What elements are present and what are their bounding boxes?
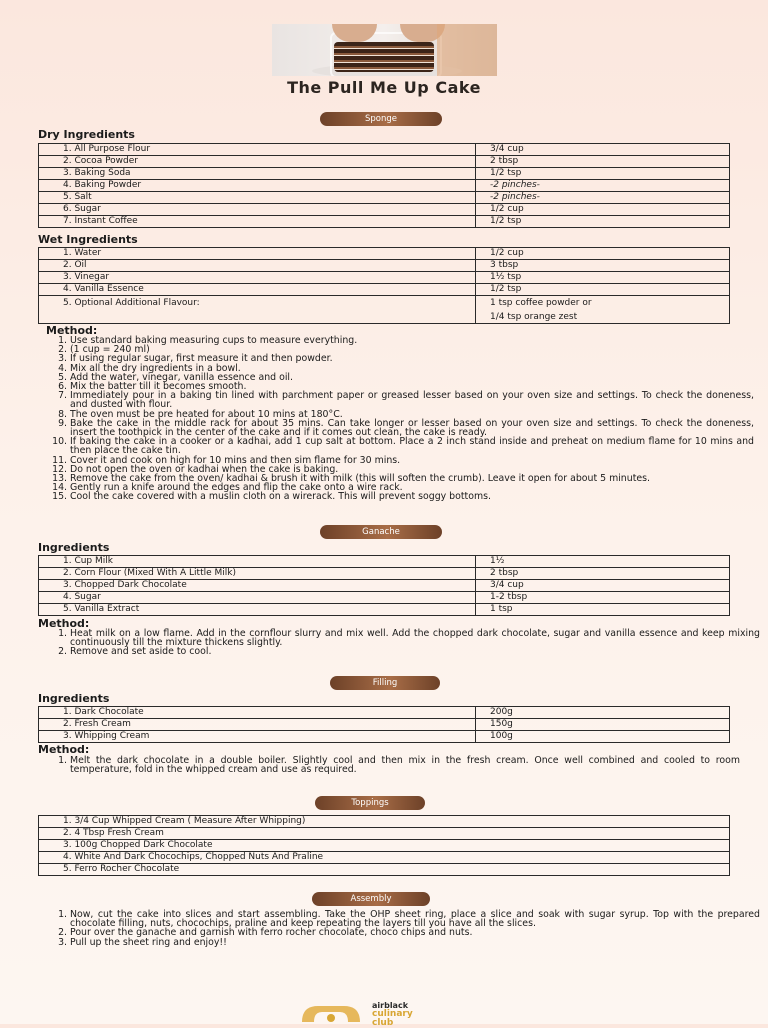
ingredient-name: 2. Oil [39, 260, 476, 272]
section-pill-assembly: Assembly [312, 892, 430, 906]
section-pill-filling: Filling [330, 676, 440, 690]
topping-item: 4. White And Dark Chocochips, Chopped Nuts And Praline [39, 852, 730, 864]
table-row [39, 296, 730, 324]
ingredient-amount: 2 tbsp [476, 156, 730, 168]
topping-item: 2. 4 Tbsp Fresh Cream [39, 828, 730, 840]
filling-method-list [40, 756, 740, 774]
method-step: 13. Remove the cake from the oven/ kadhai & brush it with milk (this will soften the crumb). Leave it open for about 5 minutes. [70, 474, 754, 483]
filling-ingredients-table [38, 706, 730, 743]
table-row [39, 840, 730, 852]
method-step: 1. Heat milk on a low flame. Add in the cornflour slurry and mix well. Add the chopped dark chocolate, sugar and vanilla essence and keep mixing continuously till the mixture thickens slightly. [70, 629, 760, 647]
table-row [39, 864, 730, 876]
table-row [39, 568, 730, 580]
ingredient-name: 2. Fresh Cream [39, 719, 476, 731]
table-row [39, 816, 730, 828]
ingredient-amount: 1/2 tsp [476, 284, 730, 296]
ingredient-amount: 1 tsp [476, 604, 730, 616]
ingredient-amount: 150g [476, 719, 730, 731]
logo-line-2: culinary [372, 1009, 413, 1019]
method-step: 4. Mix all the dry ingredients in a bowl. [70, 364, 754, 373]
amount-line-1: 1 tsp coffee powder or [490, 298, 592, 308]
table-row [39, 852, 730, 864]
table-row [39, 731, 730, 743]
ingredient-name: 7. Instant Coffee [39, 216, 476, 228]
ingredient-name: 3. Baking Soda [39, 168, 476, 180]
topping-item: 1. 3/4 Cup Whipped Cream ( Measure After Whipping) [39, 816, 730, 828]
dry-ingredients-heading: Dry Ingredients [38, 128, 135, 141]
method-step: 15. Cool the cake covered with a muslin cloth on a wirerack. This will prevent soggy bottoms. [70, 492, 754, 501]
method-step: 2. Pour over the ganache and garnish with ferro rocher chocolate, choco chips and nuts. [70, 928, 760, 937]
method-step: 1. Use standard baking measuring cups to measure everything. [70, 336, 754, 345]
ingredient-name: 1. All Purpose Flour [39, 144, 476, 156]
recipe-title: The Pull Me Up Cake [287, 78, 481, 97]
wet-ingredients-heading: Wet Ingredients [38, 233, 138, 246]
hero-cake-image [272, 24, 497, 76]
method-step: 10. If baking the cake in a cooker or a kadhai, add 1 cup salt at bottom. Place a 2 inch stand inside and preheat on medium flame for 10 mins and then place the cake tin. [70, 437, 754, 455]
table-row [39, 204, 730, 216]
method-step: 7. Immediately pour in a baking tin lined with parchment paper or greased lesser based on your oven size and settings. To check the doneness, and dusted with flour. [70, 391, 754, 409]
ingredient-amount: 1/2 tsp [476, 216, 730, 228]
ingredient-amount: 3/4 cup [476, 144, 730, 156]
ingredient-amount: 3/4 cup [476, 580, 730, 592]
topping-item: 5. Ferro Rocher Chocolate [39, 864, 730, 876]
table-row [39, 580, 730, 592]
table-row [39, 272, 730, 284]
table-row [39, 604, 730, 616]
ingredient-amount: 1/2 cup [476, 204, 730, 216]
ingredient-name: 5. Vanilla Extract [39, 604, 476, 616]
ingredient-name: 5. Salt [39, 192, 476, 204]
table-row [39, 828, 730, 840]
background-sleeve [437, 24, 497, 76]
ingredient-name: 4. Vanilla Essence [39, 284, 476, 296]
table-row [39, 284, 730, 296]
table-row [39, 556, 730, 568]
ingredient-name: 4. Sugar [39, 592, 476, 604]
logo-line-3: club [372, 1018, 394, 1028]
ingredient-name: 2. Cocoa Powder [39, 156, 476, 168]
method-step: 5. Add the water, vinegar, vanilla essence and oil. [70, 373, 754, 382]
ingredient-amount: 100g [476, 731, 730, 743]
ingredient-name: 3. Vinegar [39, 272, 476, 284]
ganache-ingredients-table [38, 555, 730, 616]
table-row [39, 707, 730, 719]
ingredient-amount: 1-2 tbsp [476, 592, 730, 604]
section-pill-ganache: Ganache [320, 525, 442, 539]
filling-method-heading: Method: [38, 743, 90, 756]
method-step: 2. (1 cup = 240 ml) [70, 345, 754, 354]
ingredient-name: 4. Baking Powder [39, 180, 476, 192]
method-step: 3. If using regular sugar, first measure it and then powder. [70, 354, 754, 363]
ingredient-amount: 3 tbsp [476, 260, 730, 272]
ganache-ingredients-heading: Ingredients [38, 541, 110, 554]
table-row [39, 192, 730, 204]
table-row [39, 144, 730, 156]
table-row [39, 180, 730, 192]
ingredient-name: 3. Chopped Dark Chocolate [39, 580, 476, 592]
table-row [39, 719, 730, 731]
ingredient-name: 1. Dark Chocolate [39, 707, 476, 719]
toppings-table [38, 815, 730, 876]
ingredient-name: 6. Sugar [39, 204, 476, 216]
method-step: 14. Gently run a knife around the edges and flip the cake onto a wire rack. [70, 483, 754, 492]
ingredient-name: 1. Cup Milk [39, 556, 476, 568]
sponge-method-list [40, 336, 754, 502]
method-step: 3. Pull up the sheet ring and enjoy!! [70, 938, 760, 947]
method-step: 2. Remove and set aside to cool. [70, 647, 760, 656]
logo-wordmark [372, 1002, 413, 1028]
ingredient-name: 5. Optional Additional Flavour: [39, 296, 476, 324]
ingredient-name: 1. Water [39, 248, 476, 260]
amount-line-2: 1/4 tsp orange zest [490, 312, 578, 322]
ingredient-name: 2. Corn Flour (Mixed With A Little Milk) [39, 568, 476, 580]
method-step: 8. The oven must be pre heated for about 10 mins at 180°C. [70, 410, 754, 419]
method-step: 11. Cover it and cook on high for 10 mins and then sim flame for 30 mins. [70, 456, 754, 465]
sponge-method-heading: Method: [46, 324, 98, 337]
method-step: 1. Now, cut the cake into slices and start assembling. Take the OHP sheet ring, place a slice and soak with sugar syrup. Top with the prepared chocolate filling, nuts, chocochips, praline and keep repeating the layers till you have all the slices. [70, 910, 760, 928]
dry-ingredients-table [38, 143, 730, 228]
method-step: 9. Bake the cake in the middle rack for about 35 mins. Can take longer or lesser based on your oven size and settings. To check the doneness, insert the toothpick in the center of the cake and if it comes out clean, the cake is ready. [70, 419, 754, 437]
ingredient-amount: 1/2 tsp [476, 168, 730, 180]
table-row [39, 168, 730, 180]
ingredient-amount: 2 tbsp [476, 568, 730, 580]
ingredient-amount: 1½ tsp [476, 272, 730, 284]
method-step: 12. Do not open the oven or kadhai when the cake is baking. [70, 465, 754, 474]
method-step: 6. Mix the batter till it becomes smooth. [70, 382, 754, 391]
airblack-logo-mark [300, 1004, 362, 1024]
table-row [39, 260, 730, 272]
ingredient-amount: 1½ [476, 556, 730, 568]
ingredient-amount: -2 pinches- [476, 192, 730, 204]
section-pill-toppings: Toppings [315, 796, 425, 810]
table-row [39, 156, 730, 168]
logo-line-1: airblack [372, 1001, 409, 1010]
method-step: 1. Melt the dark chocolate in a double boiler. Slightly cool and then mix in the fresh cream. Once well combined and cooled to room temperature, fold in the whipped cream and use as required. [70, 756, 740, 774]
section-pill-sponge: Sponge [320, 112, 442, 126]
ingredient-amount: 1/2 cup [476, 248, 730, 260]
topping-item: 3. 100g Chopped Dark Chocolate [39, 840, 730, 852]
ganache-method-list [40, 629, 760, 657]
ingredient-amount [476, 296, 730, 324]
ganache-method-heading: Method: [38, 617, 90, 630]
assembly-method-list [40, 910, 760, 947]
table-row [39, 216, 730, 228]
table-row [39, 592, 730, 604]
table-row [39, 248, 730, 260]
ingredient-amount: 200g [476, 707, 730, 719]
filling-ingredients-heading: Ingredients [38, 692, 110, 705]
ingredient-amount: -2 pinches- [476, 180, 730, 192]
wet-ingredients-table [38, 247, 730, 324]
ingredient-name: 3. Whipping Cream [39, 731, 476, 743]
